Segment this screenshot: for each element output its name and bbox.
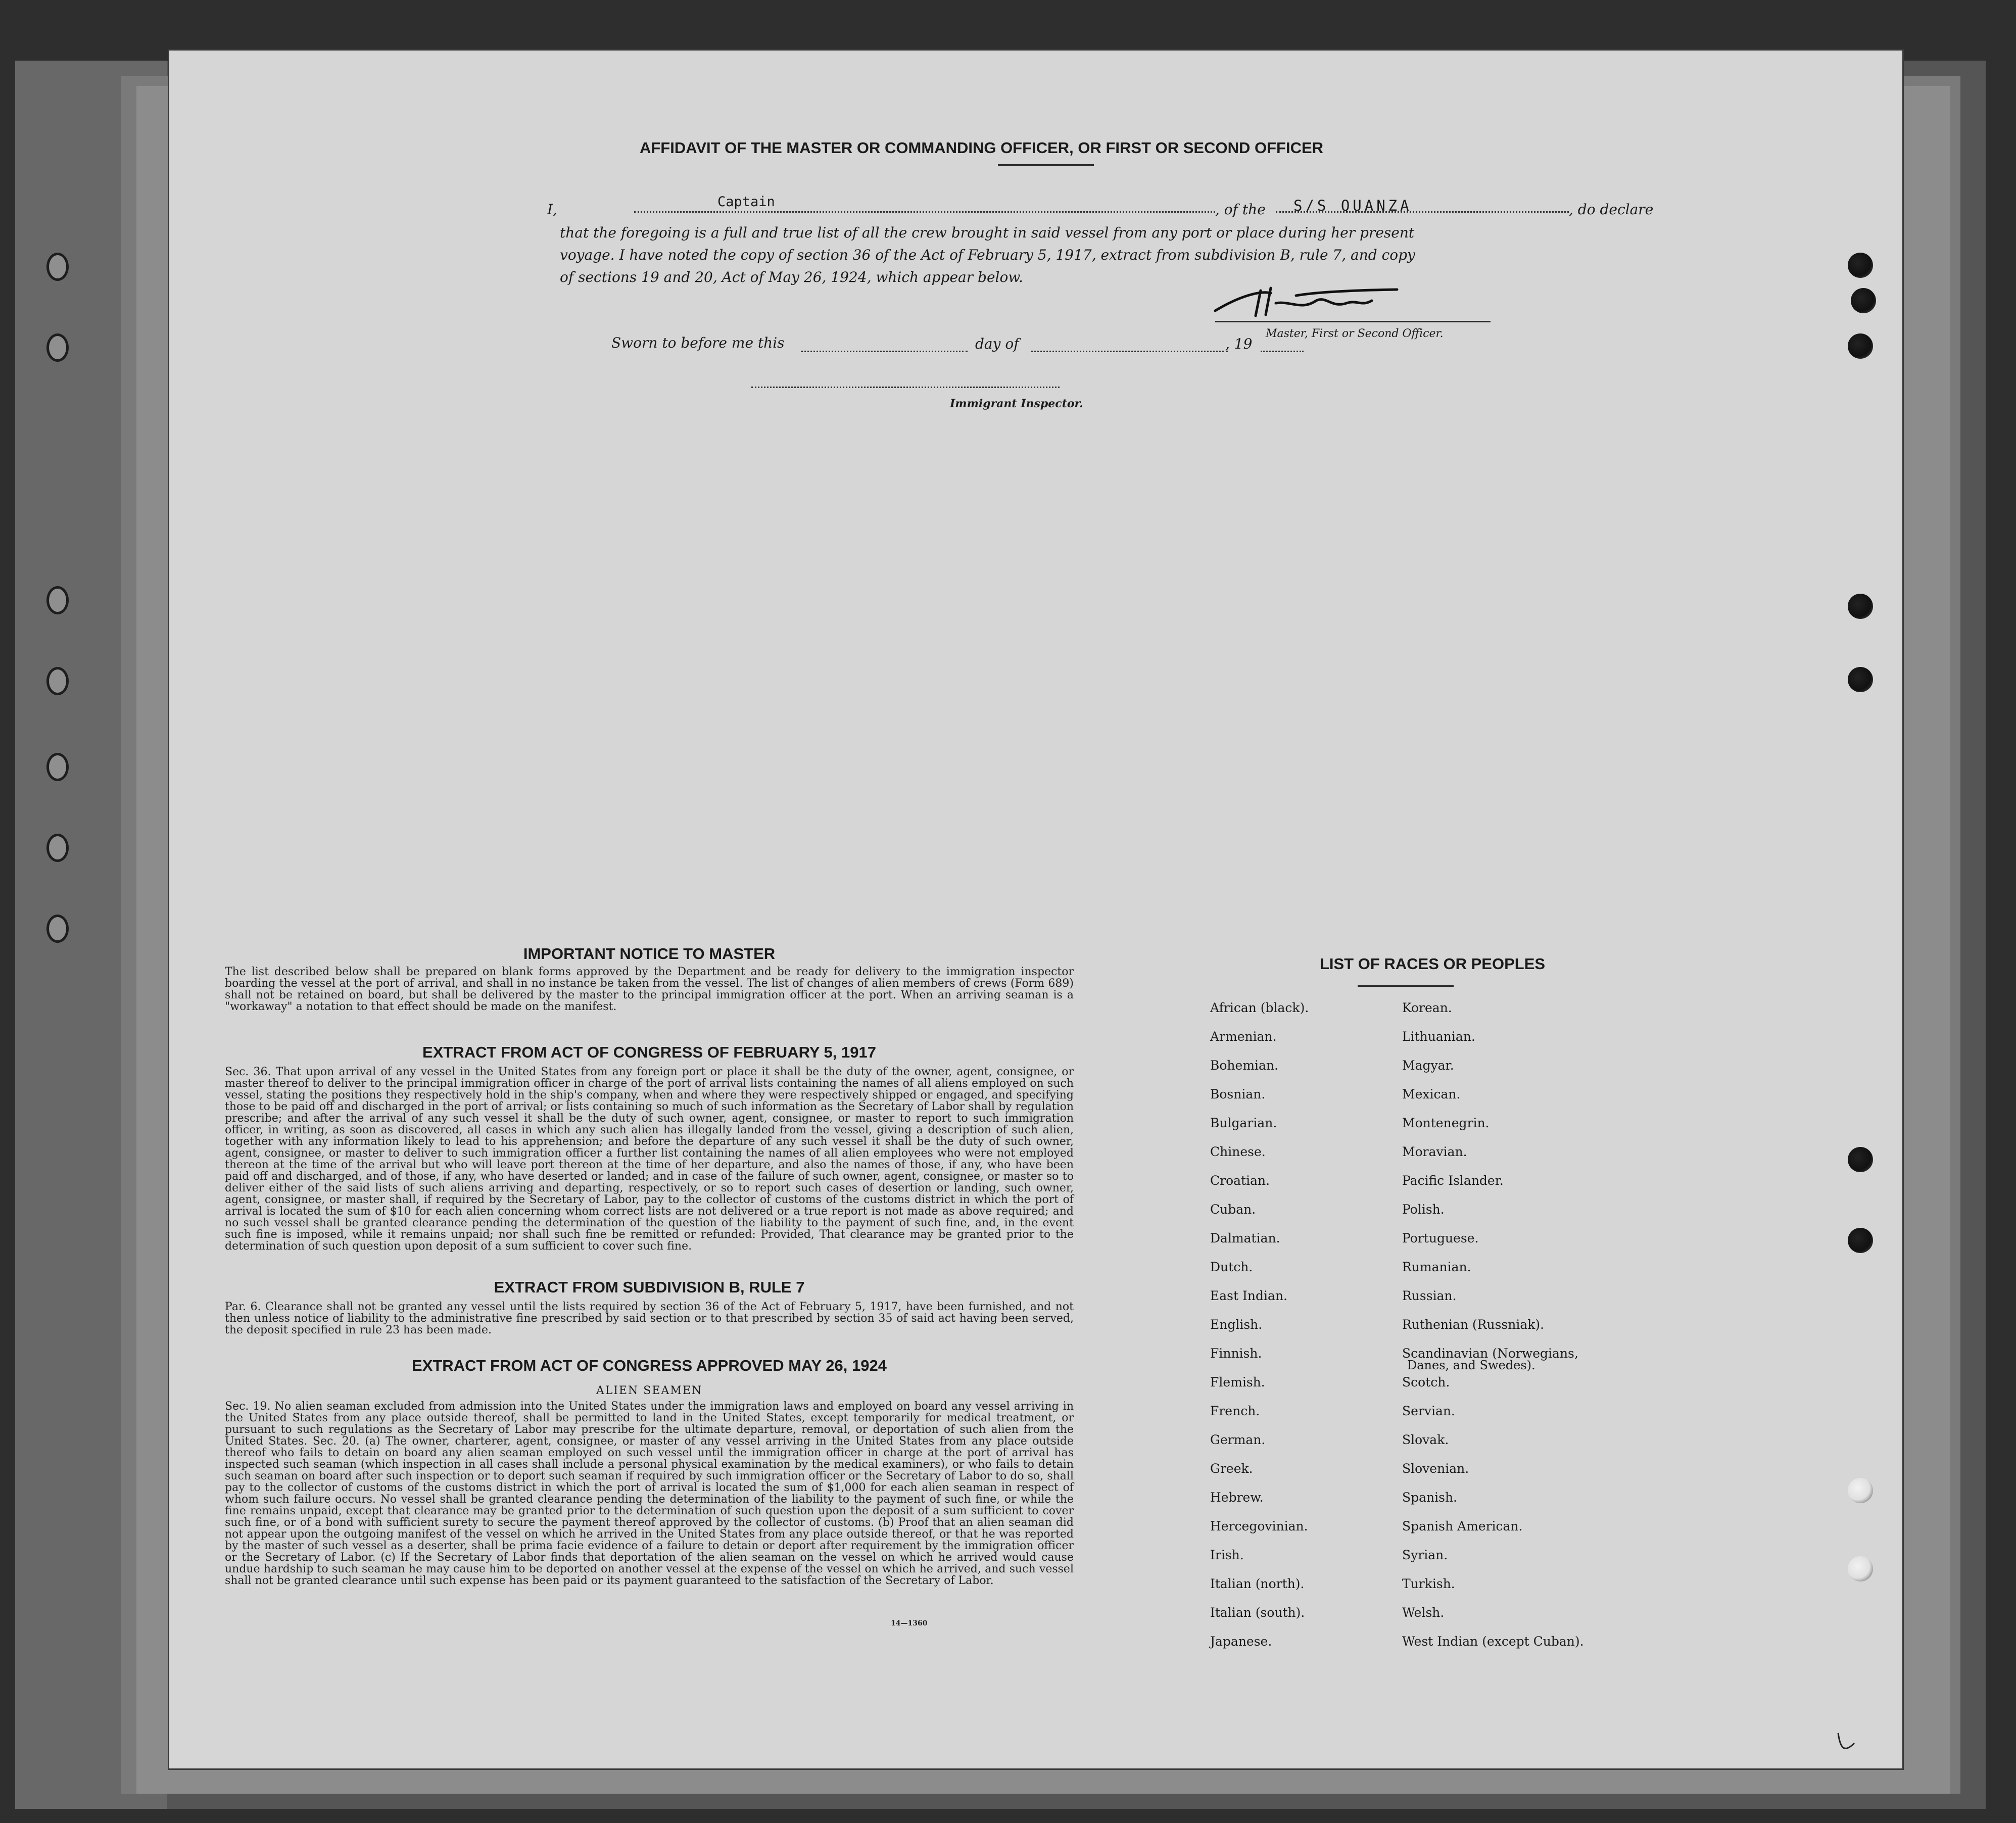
race-item: Japanese. [1210,1634,1272,1649]
sworn-text: Sworn to before me this [611,334,785,351]
race-item: Lithuanian. [1402,1029,1475,1044]
binder-hole [46,667,69,695]
race-item: Irish. [1210,1548,1244,1562]
binder-hole [46,333,69,362]
extract-1924-subheading: ALIEN SEAMEN [596,1384,703,1397]
check-mark [1834,1728,1859,1758]
signature-line [1215,321,1491,322]
extract-1917-heading: EXTRACT FROM ACT OF CONGRESS OF FEBRUARY 5, 1917 [422,1043,876,1061]
race-item: French. [1210,1404,1260,1418]
race-item: Rumanian. [1402,1260,1471,1274]
binder-hole [46,753,69,781]
race-item: Croatian. [1210,1173,1270,1188]
binder-hole [46,834,69,862]
extract-1917-text: Sec. 36. That upon arrival of any vessel in the United States from any foreign port or place it shall be the duty of the owner, agent, consignee, or master thereof to deliver to the principal immigration officer in charge of the port of arrival lists containing the names of all aliens employed on such vessel, stating the positions they respectively hold in the ship's company, when and where they were respectively shipped or engaged, and specifying those to be paid off and discharged in the port of arrival; or lists containing so much of such information as the Secretary of Labor shall by regulation prescribe; and after the arrival of any such vessel it shall be the duty of such owner, agent, consignee, or master to report to such immigration officer, in writing, as soon as discovered, all cases in which any such alien has illegally landed from the vessel, giving a description of such alien, together with any information likely to lead to his apprehension; and before the departure of any such vessel it shall be the duty of such owner, agent, consignee, or master to deliver to such immigration officer a further list containing the names of all alien employees who were not employed thereon at the time of the arrival but who will leave port thereon at the time of her departure, and also the names of those, if any, who have been paid off and discharged, and of those, if any, who have deserted or landed; and in case of the failure of such owner, agent, consignee, or master so to deliver either of the said lists of such aliens arriving and departing, respectively, or so to report such cases of desertion or landing, such owner, agent, consignee, or master shall, if required by the Secretary of Labor, pay to the collector of customs of the customs district in which the port of arrival is located the sum of $10 for each alien concerning whom correct lists are not delivered or a true report is not made as above required; and no such vessel shall be granted clearance pending the determination of the question of the liability to the payment of such fine, and, in the event such fine is imposed, while it remains unpaid; nor shall such fine be remitted or refunded: Provided, That clearance may be granted prior to the determination of such question upon deposit of a sum sufficient to cover such fine. [225,1066,1074,1253]
race-item: Scandinavian (Norwegians, [1402,1346,1578,1361]
race-item-continuation: Danes, and Swedes). [1407,1358,1535,1372]
race-item: Turkish. [1402,1576,1455,1591]
race-item: Greek. [1210,1461,1253,1476]
race-item: East Indian. [1210,1288,1287,1303]
race-item: Finnish. [1210,1346,1262,1361]
affidavit-body-line: of sections 19 and 20, Act of May 26, 1924, which appear below. [560,269,1023,285]
name-field-line [634,211,1215,213]
affidavit-i: I, [547,201,557,218]
race-item: Chinese. [1210,1144,1266,1159]
race-item: Italian (south). [1210,1605,1305,1620]
race-item: Cuban. [1210,1202,1256,1217]
race-item: Dutch. [1210,1260,1253,1274]
race-item: German. [1210,1432,1266,1447]
affidavit-title: AFFIDAVIT OF THE MASTER OR COMMANDING OFFICER, OR FIRST OR SECOND OFFICER [639,139,1324,157]
do-declare-text: , do declare [1569,201,1654,218]
notice-text: The list described below shall be prepared on blank forms approved by the Department and be ready for delivery to the immigration inspector boarding the vessel at the port of arrival, and shall in no instance be taken from the vessel. The list of changes of alien members of crews (Form 689) shall not be retained on board, but shall be delivered by the master to the principal immigration officer at the port. When an arriving seaman is a "workaway" a notation to that effect should be made on the manifest. [225,966,1074,1013]
race-item: Ruthenian (Russniak). [1402,1317,1545,1332]
name-field: Captain [717,194,775,210]
binder-hole [46,915,69,943]
race-item: Dalmatian. [1210,1231,1280,1245]
races-heading: LIST OF RACES OR PEOPLES [1319,955,1546,973]
race-item: Welsh. [1402,1605,1445,1620]
race-item: Bosnian. [1210,1087,1266,1101]
race-item: Mexican. [1402,1087,1461,1101]
race-item: English. [1210,1317,1263,1332]
race-item: Flemish. [1210,1375,1265,1389]
binder-hole [46,253,69,281]
vessel-field: S/S QUANZA [1293,197,1412,214]
race-item: Scotch. [1402,1375,1450,1389]
race-item: African (black). [1210,1000,1309,1015]
affidavit-body-line: voyage. I have noted the copy of section 36 of the Act of February 5, 1917, extract from subdivision B, rule 7, and copy [560,247,1415,263]
race-item: Spanish. [1402,1490,1458,1505]
punch-hole [1851,288,1876,313]
extract-1924-heading: EXTRACT FROM ACT OF CONGRESS APPROVED MAY 26, 1924 [412,1357,887,1374]
punch-hole [1848,667,1873,692]
race-item: Armenian. [1210,1029,1277,1044]
punch-hole [1848,333,1873,359]
extract-1924-text: Sec. 19. No alien seaman excluded from admission into the United States under the immigration laws and employed on board any vessel arriving in the United States from any place outside thereof, shall be permitted to land in the United States, except temporarily for medical treatment, or pursuant to such regulations as the Secretary of Labor may prescribe for the ultimate departure, removal, or deportation of such alien from the United States. Sec. 20. (a) The owner, charterer, agent, consignee, or master of any vessel arriving in the United States from any place outside thereof who fails to detain on board any alien seaman employed on such vessel until the immigration officer in charge at the port of arrival has inspected such seaman (which inspection in all cases shall include a personal physical examination by the medical examiners), or who fails to detain such seaman on board after such inspection or to deport such seaman if required by such immigration officer or the Secretary of Labor to do so, shall pay to the collector of customs of the customs district in which the port of arrival is located the sum of $1,000 for each alien seaman in respect of whom such failure occurs. No vessel shall be granted clearance pending the determination of the liability to the payment of such fine, or while the fine remains unpaid, except that clearance may be granted prior to the determination of such question upon the deposit of a sum sufficient to cover such fine, or of a bond with sufficient surety to secure the payment thereof approved by the collector of customs. (b) Proof that an alien seaman did not appear upon the outgoing manifest of the vessel on which he arrived in the United States from any place outside thereof, or that he was reported by the master of such vessel as a deserter, shall be prima facie evidence of a failure to detain or deport after requirement by the immigration officer or the Secretary of Labor. (c) If the Secretary of Labor finds that deportation of the alien seaman on the vessel on which he arrived would cause undue hardship to such seaman he may cause him to be deported on another vessel at the expense of the vessel on which he arrived, and such vessel shall not be granted clearance until such expense has been paid or its payment guaranteed to the satisfaction of the Secretary of Labor. [225,1400,1074,1587]
year-line [1261,351,1304,352]
race-item: Bulgarian. [1210,1116,1277,1130]
punch-hole [1848,1556,1873,1581]
races-rule [1358,985,1454,987]
race-item: Polish. [1402,1202,1445,1217]
race-item: Hebrew. [1210,1490,1264,1505]
inspector-line [751,387,1060,388]
race-item: Slovak. [1402,1432,1449,1447]
race-item: Magyar. [1402,1058,1454,1073]
race-item: Servian. [1402,1404,1455,1418]
sworn-date-line [801,351,968,352]
race-item: Korean. [1402,1000,1452,1015]
inspector-label: Immigrant Inspector. [950,397,1083,410]
race-item: Bohemian. [1210,1058,1278,1073]
punch-hole [1848,1147,1873,1172]
race-item: Italian (north). [1210,1576,1305,1591]
punch-hole [1848,253,1873,278]
race-item: Syrian. [1402,1548,1448,1562]
binder-hole [46,586,69,614]
race-item: Hercegovinian. [1210,1519,1308,1533]
month-line [1031,351,1228,352]
extract-rule7-text: Par. 6. Clearance shall not be granted any vessel until the lists required by section 36 of the Act of February 5, 1917, have been furnished, and not then unless notice of liability to the administrative fine prescribed by said section or to that prescribed by section 35 of said act having been served, the deposit specified in rule 23 has been made. [225,1301,1074,1336]
signer-label: Master, First or Second Officer. [1266,327,1444,340]
race-item: Spanish American. [1402,1519,1523,1533]
race-item: Montenegrin. [1402,1116,1490,1130]
race-item: West Indian (except Cuban). [1402,1634,1584,1649]
punch-hole [1848,1228,1873,1253]
document-page [169,51,1902,1768]
race-item: Slovenian. [1402,1461,1469,1476]
race-item: Pacific Islander. [1402,1173,1504,1188]
punch-hole [1848,594,1873,619]
punch-hole [1848,1478,1873,1503]
notice-heading: IMPORTANT NOTICE TO MASTER [523,945,776,963]
race-item: Portuguese. [1402,1231,1479,1245]
day-of-text: day of [975,335,1019,352]
year-prefix: , 19 [1225,335,1253,352]
extract-rule7-heading: EXTRACT FROM SUBDIVISION B, RULE 7 [494,1278,805,1296]
affidavit-body-line: that the foregoing is a full and true list of all the crew brought in said vessel from any port or place during her present [560,224,1415,241]
form-number: 14—1360 [891,1619,928,1627]
title-rule [998,164,1094,166]
race-item: Russian. [1402,1288,1457,1303]
of-the-text: , of the [1215,201,1266,218]
race-item: Moravian. [1402,1144,1467,1159]
